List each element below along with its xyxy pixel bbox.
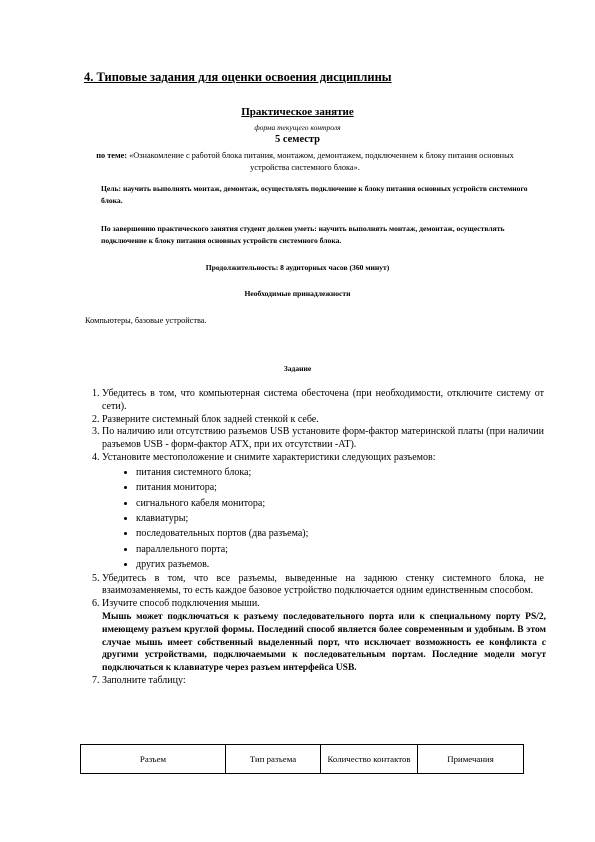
outcome: По завершению практического занятия студент должен уметь: научить выполнять монтаж, демонтаж, осуществлять подключение к блоку питания основных устройств системного блока. <box>101 224 505 245</box>
table-header-cell: Разъем <box>81 745 226 774</box>
table-header-cell: Примечания <box>418 745 524 774</box>
list-item: • других разъемов. <box>136 557 544 572</box>
list-item <box>102 452 544 573</box>
list-item: 2. Разверните системный блок задней стенкой к себе. <box>102 414 544 427</box>
list-item: • сигнального кабеля монитора; <box>136 496 544 511</box>
task-list <box>84 388 544 688</box>
list-item: • клавиатуры; <box>136 511 544 526</box>
list-item: • питания монитора; <box>136 480 544 495</box>
connector-table <box>80 744 524 774</box>
topic-prefix: по теме: <box>96 151 128 160</box>
list-item <box>102 598 544 675</box>
table-header-cell: Тип разъема <box>226 745 321 774</box>
lesson-title: Практическое занятие <box>241 106 354 118</box>
goal: Цель: научить выполнять монтаж, демонтаж, осуществлять подключение к блоку питания основных устройств системного блока. <box>101 184 528 205</box>
mouse-note: Мышь может подключаться к разъему последовательного порта или к специальному порту PS/2, имеющему разъем круглой формы. Последний способ является более современным и удобным. В этом случае мышь имеет собственный выделенный порт, что исключает возможность ее конфликта с другими устройствами, подключаемыми к последовательным портам. Последние модели могут подключаться к клавиатуре через разъем интерфейса USB. <box>102 612 546 674</box>
list-item: 5. Убедитесь в том, что все разъемы, выведенные на заднюю стенку системного блока, не взаимозаменяемы, то есть каждое базовое устройство подключается одним единственным способом. <box>102 573 544 599</box>
connector-list <box>102 465 544 573</box>
list-item: 3. По наличию или отсутствию разъемов USB установите форм-фактор материнской платы (при наличии разъемов USB - форм-фактор ATX, при их отсутствии -AT). <box>102 426 544 452</box>
list-item: 7. Заполните таблицу: <box>102 675 544 688</box>
form-note: форма текущего контроля <box>254 123 341 132</box>
task-title: Задание <box>283 364 312 373</box>
list-item: • параллельного порта; <box>136 542 544 557</box>
list-item: • последовательных портов (два разъема); <box>136 526 544 541</box>
semester: 5 семестр <box>274 134 321 145</box>
list-item: 1. Убедитесь в том, что компьютерная система обесточена (при необходимости, отключите систему от сети). <box>102 388 544 414</box>
table-header-row <box>81 745 524 774</box>
accessories-title: Необходимые принадлежности <box>244 289 351 298</box>
duration: Продолжительность: 8 аудиторных часов (360 минут) <box>205 263 390 272</box>
equipment: Компьютеры, базовые устройства. <box>85 316 207 325</box>
task-6-text: Изучите способ подключения мыши. <box>102 598 260 610</box>
topic-text: «Ознакомление с работой блока питания, монтажом, демонтажем, подключением к блоку питания основных устройства системного блока». <box>127 151 514 172</box>
list-item: • питания системного блока; <box>136 465 544 480</box>
table-header-cell: Количество контактов <box>321 745 418 774</box>
section-heading: 4. Типовые задания для оценки освоения дисциплины <box>84 70 392 84</box>
topic <box>86 150 524 174</box>
task-4-text: Установите местоположение и снимите характеристики следующих разъемов: <box>102 451 436 463</box>
